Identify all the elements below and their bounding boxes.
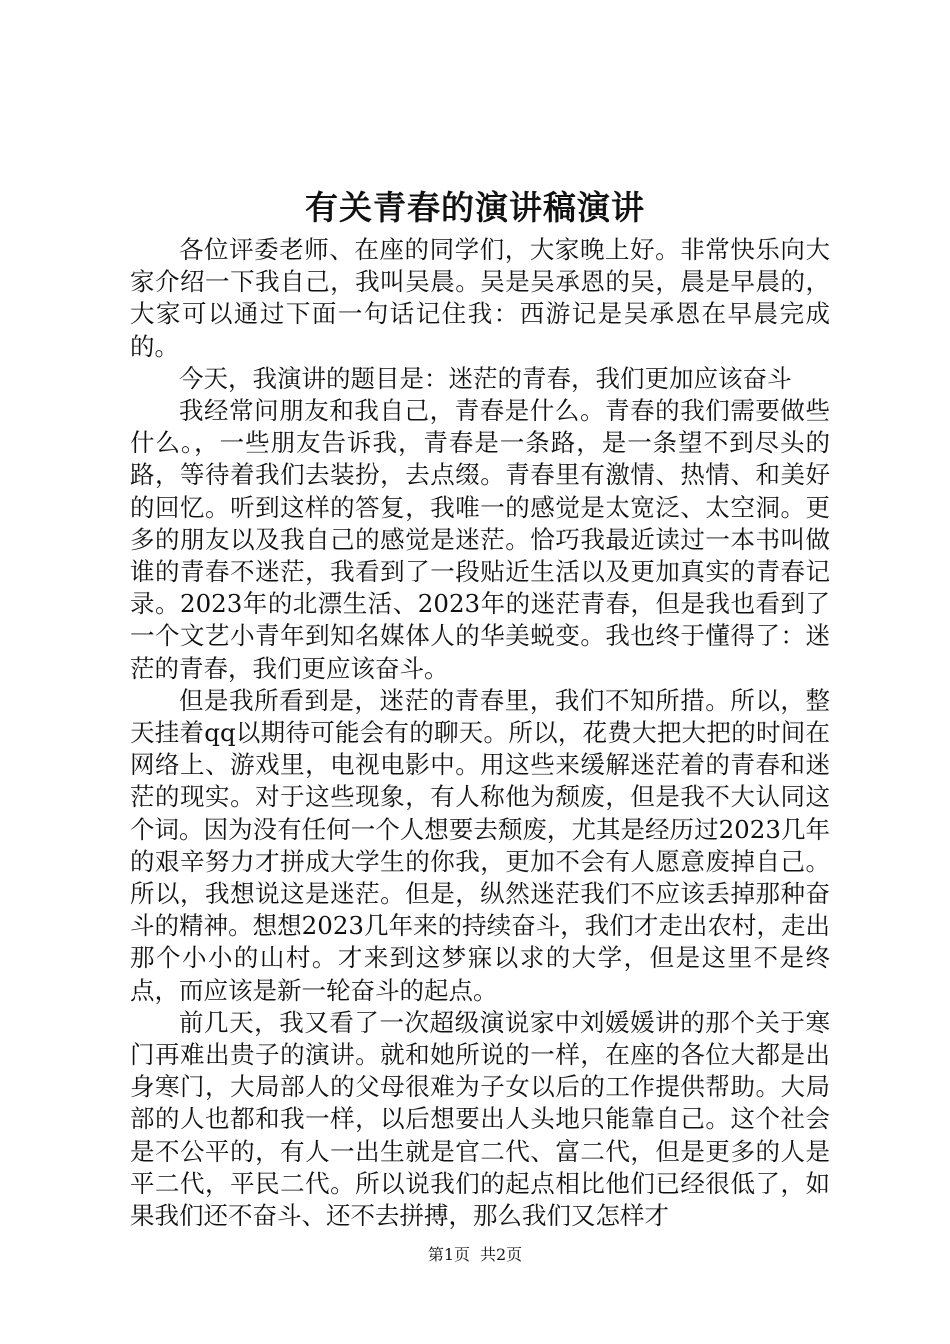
page-total: 共2页 — [480, 1245, 523, 1264]
document-body — [130, 234, 830, 1232]
paragraph-topic: 今天，我演讲的题目是：迷茫的青春，我们更加应该奋斗 — [179, 363, 792, 393]
paragraph-speech-reference: 前几天，我又看了一次超级演说家中刘媛媛讲的那个关于寒门再难出贵子的演讲。就和她所说的一样，在座的各位大都是出身寒门，大局部人的父母很难为子女以后的工作提供帮助。大局部的人也都和我一样，以后想要出人头地只能靠自己。这个社会是不公平的，有人一出生就是官二代、富二代，但是更多的人是平二代，平民二代。所以说我们的起点相比他们已经很低了，如果我们还不奋斗、还不去拼搏，那么我们又怎样才 — [130, 1007, 830, 1231]
paragraph-confusion: 但是我所看到是，迷茫的青春里，我们不知所措。所以，整天挂着qq以期待可能会有的聊天。所以，花费大把大把的时间在网络上、游戏里，电视电影中。用这些来缓解迷茫着的青春和迷茫的现实。对于这些现象，有人称他为颓废，但是我不大认同这个词。因为没有任何一个人想要去颓废，尤其是经历过2023几年的艰辛努力才拼成大学生的你我，更加不会有人愿意废掉自己。所以，我想说这是迷茫。但是，纵然迷茫我们不应该丢掉那种奋斗的精神。想想2023几年来的持续奋斗，我们才走出农村，走出那个小小的山村。才来到这梦寐以求的大学，但是这里不是终点，而应该是新一轮奋斗的起点。 — [130, 685, 830, 1005]
page-footer — [0, 1244, 950, 1266]
document-title: 有关青春的演讲稿演讲 — [305, 188, 645, 227]
paragraph-what-is-youth: 我经常问朋友和我自己，青春是什么。青春的我们需要做些什么。，一些朋友告诉我，青春是一条路，是一条望不到尽头的路，等待着我们去装扮，去点缀。青春里有激情、热情、和美好的回忆。听到这样的答复，我唯一的感觉是太宽泛、太空洞。更多的朋友以及我自己的感觉是迷茫。恰巧我最近读过一本书叫做谁的青春不迷茫，我看到了一段贴近生活以及更加真实的青春记录。2023年的北漂生活、2023年的迷茫青春，但是我也看到了一个文艺小青年到知名媒体人的华美蜕变。我也终于懂得了：迷茫的青春，我们更应该奋斗。 — [130, 396, 830, 683]
paragraph-greeting: 各位评委老师、在座的同学们，大家晚上好。非常快乐向大家介绍一下我自己，我叫吴晨。吴是吴承恩的吴，晨是早晨的，大家可以通过下面一句话记住我：西游记是吴承恩在早晨完成的。 — [130, 235, 830, 361]
page-number: 第1页 — [427, 1245, 470, 1264]
